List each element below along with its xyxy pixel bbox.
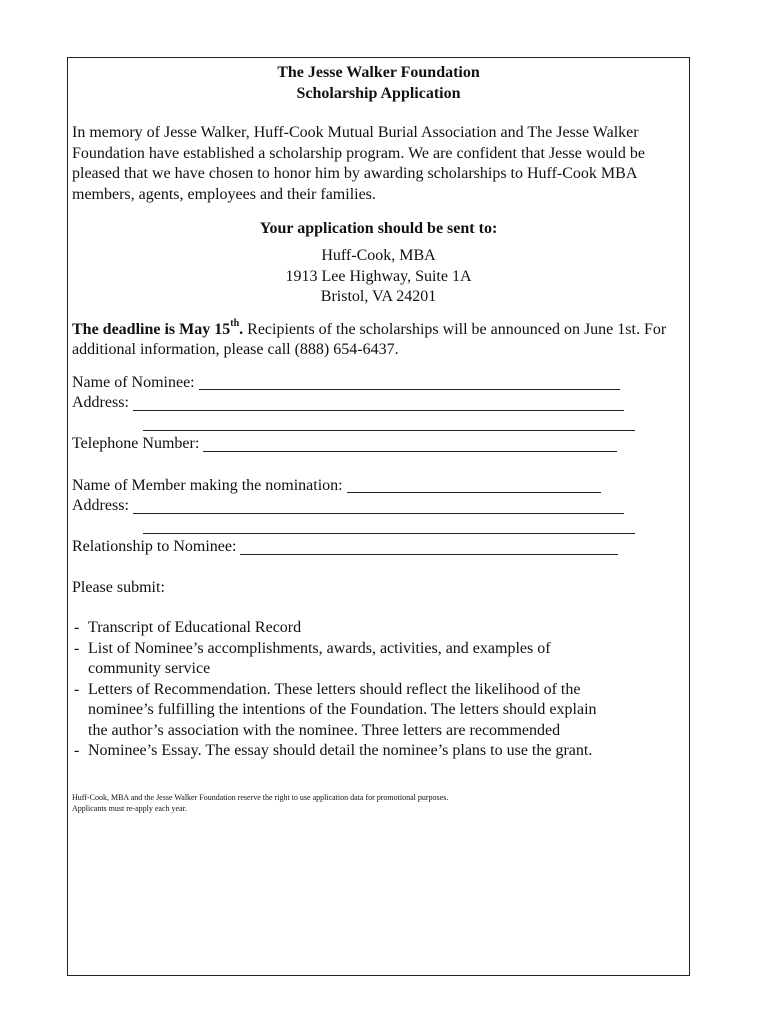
nominee-address-row-2: [72, 414, 685, 435]
nomination-form: [72, 373, 685, 558]
intro-paragraph: In memory of Jesse Walker, Huff-Cook Mutual Burial Association and The Jesse Walker Foundation have established a scholarship program. We are confident that Jesse would be pleased that we have chosen to honor him by awarding scholarships to Huff-Cook MBA members, agents, employees and their families.: [72, 124, 645, 203]
member-address-field[interactable]: [133, 499, 624, 514]
address-line-2: 1913 Lee Highway, Suite 1A: [285, 267, 472, 285]
member-name-label: Name of Member making the nomination:: [72, 476, 343, 494]
deadline-paragraph: [72, 320, 685, 361]
nominee-name-field[interactable]: [199, 375, 620, 390]
title-line-1: The Jesse Walker Foundation: [277, 64, 480, 81]
send-to-heading: Your application should be sent to:: [259, 220, 498, 237]
deadline-rest: Recipients of the scholarships will be announced on June 1st. For additional information, please call (888) 654-6437.: [72, 320, 667, 358]
list-item-text: List of Nominee’s accomplishments, awards, activities, and examples of community service: [88, 639, 551, 677]
submit-list: [72, 618, 685, 762]
list-item-text: Letters of Recommendation. These letters should reflect the likelihood of the nominee’s fulfilling the intentions of the Foundation. The letters should explain the author’s association with the nominee. Three letters are recommended: [88, 680, 597, 739]
nominee-phone-row: [72, 434, 685, 455]
footnote: [72, 792, 685, 814]
member-name-field[interactable]: [347, 478, 601, 493]
title-line-2: Scholarship Application: [296, 85, 461, 102]
address-line-1: Huff-Cook, MBA: [321, 247, 436, 264]
list-item-text: Nominee’s Essay. The essay should detail the nominee’s plans to use the grant.: [88, 742, 593, 759]
list-item: [72, 741, 685, 762]
relationship-field[interactable]: [240, 540, 618, 555]
member-address-row-2: [72, 517, 685, 538]
relationship-row: [72, 537, 685, 558]
nominee-name-row: [72, 373, 685, 394]
application-page: [67, 57, 690, 976]
list-item: [72, 680, 685, 742]
footnote-line-2: Applicants must re-apply each year.: [72, 803, 187, 813]
member-address-label: Address:: [72, 497, 129, 514]
deadline-superscript: th: [230, 318, 240, 330]
address-line-3: Bristol, VA 24201: [320, 288, 437, 305]
relationship-label: Relationship to Nominee:: [72, 538, 237, 555]
member-address-row: [72, 496, 685, 517]
list-bullet: -: [74, 680, 80, 698]
nominee-address-label: Address:: [72, 394, 129, 411]
mailing-address: [72, 246, 685, 308]
list-bullet: -: [74, 742, 80, 759]
nominee-address-row: [72, 393, 685, 414]
nominee-phone-label: Telephone Number:: [72, 435, 200, 452]
list-item: [72, 618, 685, 639]
submit-heading: Please submit:: [72, 578, 165, 596]
list-item-text: Transcript of Educational Record: [88, 619, 302, 636]
deadline-period: .: [239, 320, 244, 338]
member-address-field-2[interactable]: [143, 519, 635, 534]
page-content: [72, 62, 685, 814]
list-bullet: -: [74, 619, 80, 636]
deadline-date: The deadline is May 15: [72, 320, 231, 338]
nominee-name-label: Name of Nominee:: [72, 373, 195, 391]
list-bullet: -: [74, 639, 80, 657]
list-item: [72, 639, 685, 680]
page-title: [72, 62, 685, 104]
nominee-address-field-2[interactable]: [143, 416, 635, 431]
nominee-address-field[interactable]: [133, 396, 624, 411]
deadline-bold: [72, 318, 244, 338]
nominee-phone-field[interactable]: [203, 437, 617, 452]
footnote-line-1: Huff-Cook, MBA and the Jesse Walker Foundation reserve the right to use application data for promotional purposes.: [72, 792, 449, 802]
member-name-row: [72, 476, 685, 497]
